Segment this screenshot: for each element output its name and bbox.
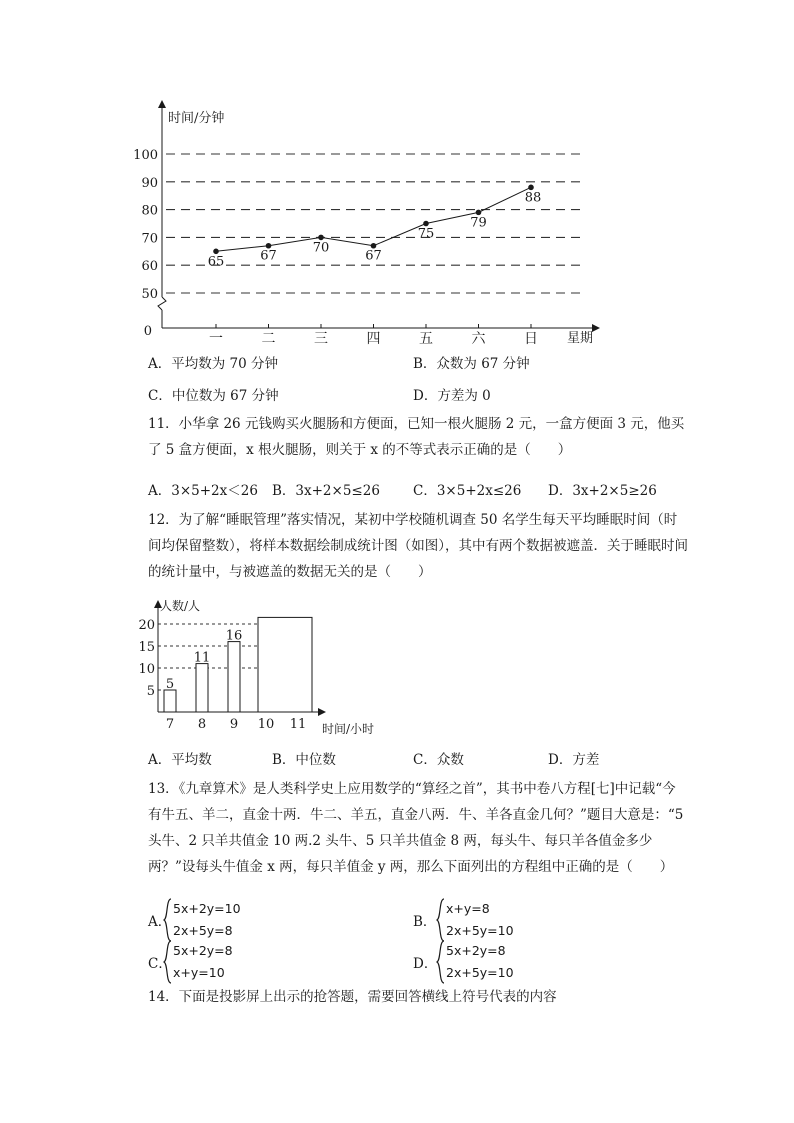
data-point (476, 210, 482, 216)
data-point (528, 185, 534, 191)
q13-option-b-label[interactable]: B． (413, 914, 437, 930)
q10-option-c[interactable]: C．中位数为 67 分钟 (148, 388, 279, 404)
origin-label: 0 (143, 324, 152, 339)
x-tick-label: 一 (209, 331, 223, 347)
y-tick-label: 10 (138, 662, 155, 677)
q13-option-c-system[interactable] (163, 940, 283, 984)
y-tick-label: 15 (138, 640, 155, 655)
data-point (266, 243, 272, 249)
y-tick-labels (138, 618, 155, 699)
data-label: 67 (260, 248, 277, 264)
line-chart (130, 92, 610, 354)
y-tick-label: 5 (146, 684, 155, 699)
x-tick-label: 9 (229, 717, 239, 732)
equation-2: 2x+5y=8 (173, 923, 233, 938)
bar-chart (136, 594, 396, 742)
equation-2: 2x+5y=10 (446, 923, 514, 938)
q12-option-b[interactable]: B．中位数 (272, 752, 336, 768)
equation-1: 5x+2y=8 (446, 943, 506, 958)
bar (164, 690, 176, 712)
equation-2: 2x+5y=10 (446, 965, 514, 980)
chart-grid (166, 154, 580, 293)
x-tick-labels (209, 324, 538, 347)
q11-option-a[interactable]: A．3×5+2x＜26 (148, 483, 258, 499)
question-12-text: 12．为了解“睡眠管理”落实情况，某初中学校随机调查 50 名学生每天平均睡眠时间（时间均保留整数），将样本数据绘制成统计图（如图），其中有两个数据被遮盖．关于睡眠时间的统计量中，与被遮盖的数据无关的是（ ） (148, 512, 688, 580)
equation-1: 5x+2y=8 (173, 943, 233, 958)
data-label: 88 (524, 190, 542, 206)
equation-2: x+y=10 (173, 965, 225, 980)
x-tick-label: 11 (289, 717, 307, 732)
data-label: 16 (225, 628, 243, 644)
y-axis-arrow-icon (158, 100, 166, 108)
q11-option-b[interactable]: B．3x+2×5≤26 (272, 483, 380, 499)
y-tick-labels (133, 148, 158, 302)
x-tick-label: 六 (471, 331, 486, 347)
q13-option-a-label[interactable]: A． (148, 914, 172, 930)
y-tick-label: 20 (138, 618, 155, 633)
brace-icon (163, 940, 173, 984)
question-11-text: 11．小华拿 26 元钱购买火腿肠和方便面，已知一根火腿肠 2 元，一盒方便面 3 元，他买了 5 盒方便面，x 根火腿肠，则关于 x 的不等式表示正确的是（ ） (148, 416, 685, 458)
q13-option-c-label[interactable]: C． (148, 956, 172, 972)
y-tick-label: 70 (141, 231, 158, 247)
brace-icon (436, 940, 446, 984)
x-axis-title: 星期 (567, 331, 594, 346)
y-tick-label: 50 (141, 287, 158, 302)
data-label: 11 (193, 650, 211, 666)
q11-option-d[interactable]: D．3x+2×5≥26 (548, 483, 657, 499)
x-tick-label: 7 (165, 717, 175, 732)
equation-1: 5x+2y=10 (173, 901, 241, 916)
q13-option-a-system[interactable] (163, 898, 283, 942)
bar (228, 642, 240, 712)
y-tick-label: 60 (141, 259, 158, 275)
x-axis-title: 时间/小时 (322, 722, 375, 736)
x-tick-label: 8 (197, 717, 207, 732)
x-tick-label: 五 (419, 331, 433, 347)
x-tick-label: 四 (366, 331, 381, 347)
data-point (371, 243, 377, 249)
q13-option-d-label[interactable]: D． (413, 956, 438, 972)
data-label: 79 (470, 215, 487, 231)
brace-icon (163, 898, 173, 942)
x-tick-label: 10 (257, 717, 275, 732)
data-label: 75 (417, 226, 435, 242)
q13-option-d-system[interactable] (436, 940, 556, 984)
y-tick-label: 90 (141, 175, 158, 191)
question-14-text: 14．下面是投影屏上出示的抢答题，需要回答横线上符号代表的内容 (148, 989, 557, 1005)
q10-option-b[interactable]: B．众数为 67 分钟 (413, 356, 530, 372)
q12-option-c[interactable]: C．众数 (413, 752, 464, 768)
x-tick-label: 日 (524, 331, 538, 347)
data-label: 5 (165, 677, 175, 692)
x-axis-arrow-icon (592, 324, 600, 332)
q10-option-d[interactable]: D．方差为 0 (413, 388, 491, 404)
q12-option-d[interactable]: D．方差 (548, 752, 600, 768)
q13-option-b-system[interactable] (436, 898, 556, 942)
brace-icon (436, 898, 446, 942)
data-label: 70 (312, 240, 330, 256)
data-point (423, 221, 429, 227)
q11-option-c[interactable]: C．3×5+2x≤26 (413, 483, 522, 499)
y-tick-label: 100 (133, 148, 158, 163)
data-labels (208, 190, 542, 269)
y-axis-title: 时间/分钟 (168, 111, 225, 126)
y-axis-title: 人数/人 (160, 599, 201, 613)
cover-rectangle (258, 617, 312, 712)
data-label: 67 (365, 248, 382, 264)
bar (196, 664, 208, 712)
data-point (318, 235, 324, 241)
y-tick-label: 80 (141, 203, 158, 219)
x-tick-label: 二 (261, 331, 276, 347)
x-tick-label: 三 (314, 331, 328, 347)
data-label: 65 (207, 254, 225, 270)
equation-1: x+y=8 (446, 901, 490, 916)
q10-option-a[interactable]: A．平均数为 70 分钟 (148, 356, 279, 372)
q12-option-a[interactable]: A．平均数 (148, 752, 212, 768)
x-axis-arrow-icon (318, 708, 326, 716)
axis-break-icon (158, 297, 166, 310)
question-13-text: 13．《九章算术》是人类科学史上应用数学的“算经之首”，其书中卷八方程[七]中记载“今有牛五、羊二，直金十两．牛二、羊五，直金八两．牛、羊各直金几何？”题目大意是：“5 头牛、2 只羊共值金 10 两.2 头牛、5 只羊共值金 8 两，每头牛、每只羊各值金多少两？”设每头牛值金 x 两，每只羊值金 y 两，那么下面列出的方程组中正确的是（ ） (148, 781, 684, 875)
x-tick-labels (166, 717, 306, 732)
data-point (213, 249, 219, 255)
chart-axes (144, 100, 600, 346)
